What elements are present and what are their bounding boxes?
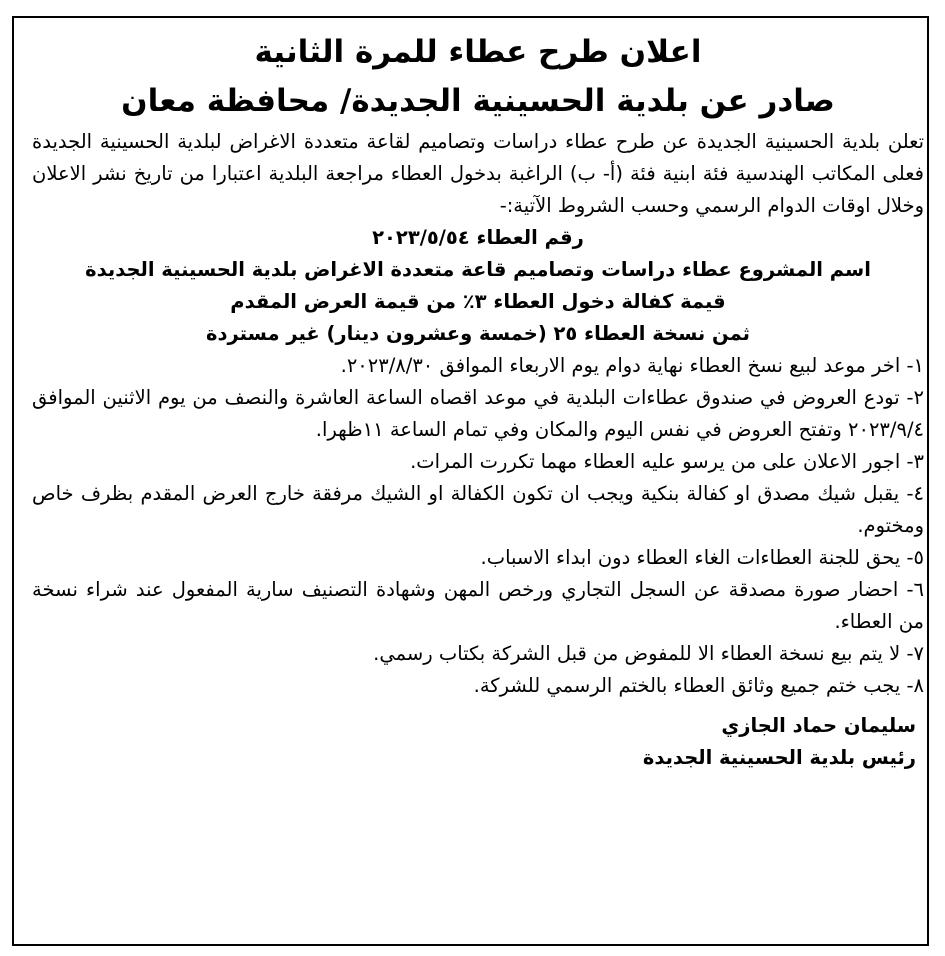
signature-block [32, 710, 924, 774]
announcement-document [32, 28, 924, 774]
condition-item: ٨- يجب ختم جميع وثائق العطاء بالختم الرسمي للشركة. [473, 674, 924, 697]
condition-item: ٣- اجور الاعلان على من يرسو عليه العطاء مهما تكررت المرات. [410, 450, 924, 473]
project-name: اسم المشروع عطاء دراسات وتصاميم قاعة متعددة الاغراض بلدية الحسينية الجديدة [85, 258, 871, 281]
conditions-list [32, 350, 924, 702]
condition-item: ٤- يقبل شيك مصدق او كفالة بنكية ويجب ان تكون الكفالة او الشيك مرفقة خارج العرض المقدم بظرف خاص ومختوم. [32, 482, 924, 537]
signatory-title: رئيس بلدية الحسينية الجديدة [642, 746, 916, 769]
condition-item: ١- اخر موعد لبيع نسخ العطاء نهاية دوام يوم الاربعاء الموافق ٢٠٢٣/٨/٣٠. [340, 354, 924, 377]
tender-number: رقم العطاء ٢٠٢٣/٥/٥٤ [372, 226, 584, 249]
condition-item: ٦- احضار صورة مصدقة عن السجل التجاري ورخص المهن وشهادة التصنيف سارية المفعول عند شراء نسخة من العطاء. [32, 578, 924, 633]
condition-item: ٢- تودع العروض في صندوق عطاءات البلدية في موعد اقصاه الساعة العاشرة والنصف من يوم الاثنين الموافق ٢٠٢٣/٩/٤ وتفتح العروض في نفس اليوم والمكان وفي تمام الساعة ١١ظهرا. [32, 386, 924, 441]
announcement-subtitle: صادر عن بلدية الحسينية الجديدة/ محافظة معان [121, 83, 835, 119]
copy-price: ثمن نسخة العطاء ٢٥ (خمسة وعشرون دينار) غير مستردة [206, 322, 750, 345]
announcement-title: اعلان طرح عطاء للمرة الثانية [254, 34, 702, 70]
condition-item: ٥- يحق للجنة العطاءات الغاء العطاء دون ابداء الاسباب. [480, 546, 924, 569]
signatory-name: سليمان حماد الجازي [721, 714, 916, 737]
guarantee-value: قيمة كفالة دخول العطاء ٣٪ من قيمة العرض المقدم [230, 290, 726, 313]
intro-paragraph: تعلن بلدية الحسينية الجديدة عن طرح عطاء دراسات وتصاميم لقاعة متعددة الاغراض لبلدية الحسينية الجديدة فعلى المكاتب الهندسية فئة ابنية فئة (أ- ب) الراغبة بدخول العطاء مراجعة البلدية اعتبارا من تاريخ نشر الاعلان وخلال اوقات الدوام الرسمي وحسب الشروط الآتية:- [32, 130, 924, 217]
condition-item: ٧- لا يتم بيع نسخة العطاء الا للمفوض من قبل الشركة بكتاب رسمي. [373, 642, 924, 665]
